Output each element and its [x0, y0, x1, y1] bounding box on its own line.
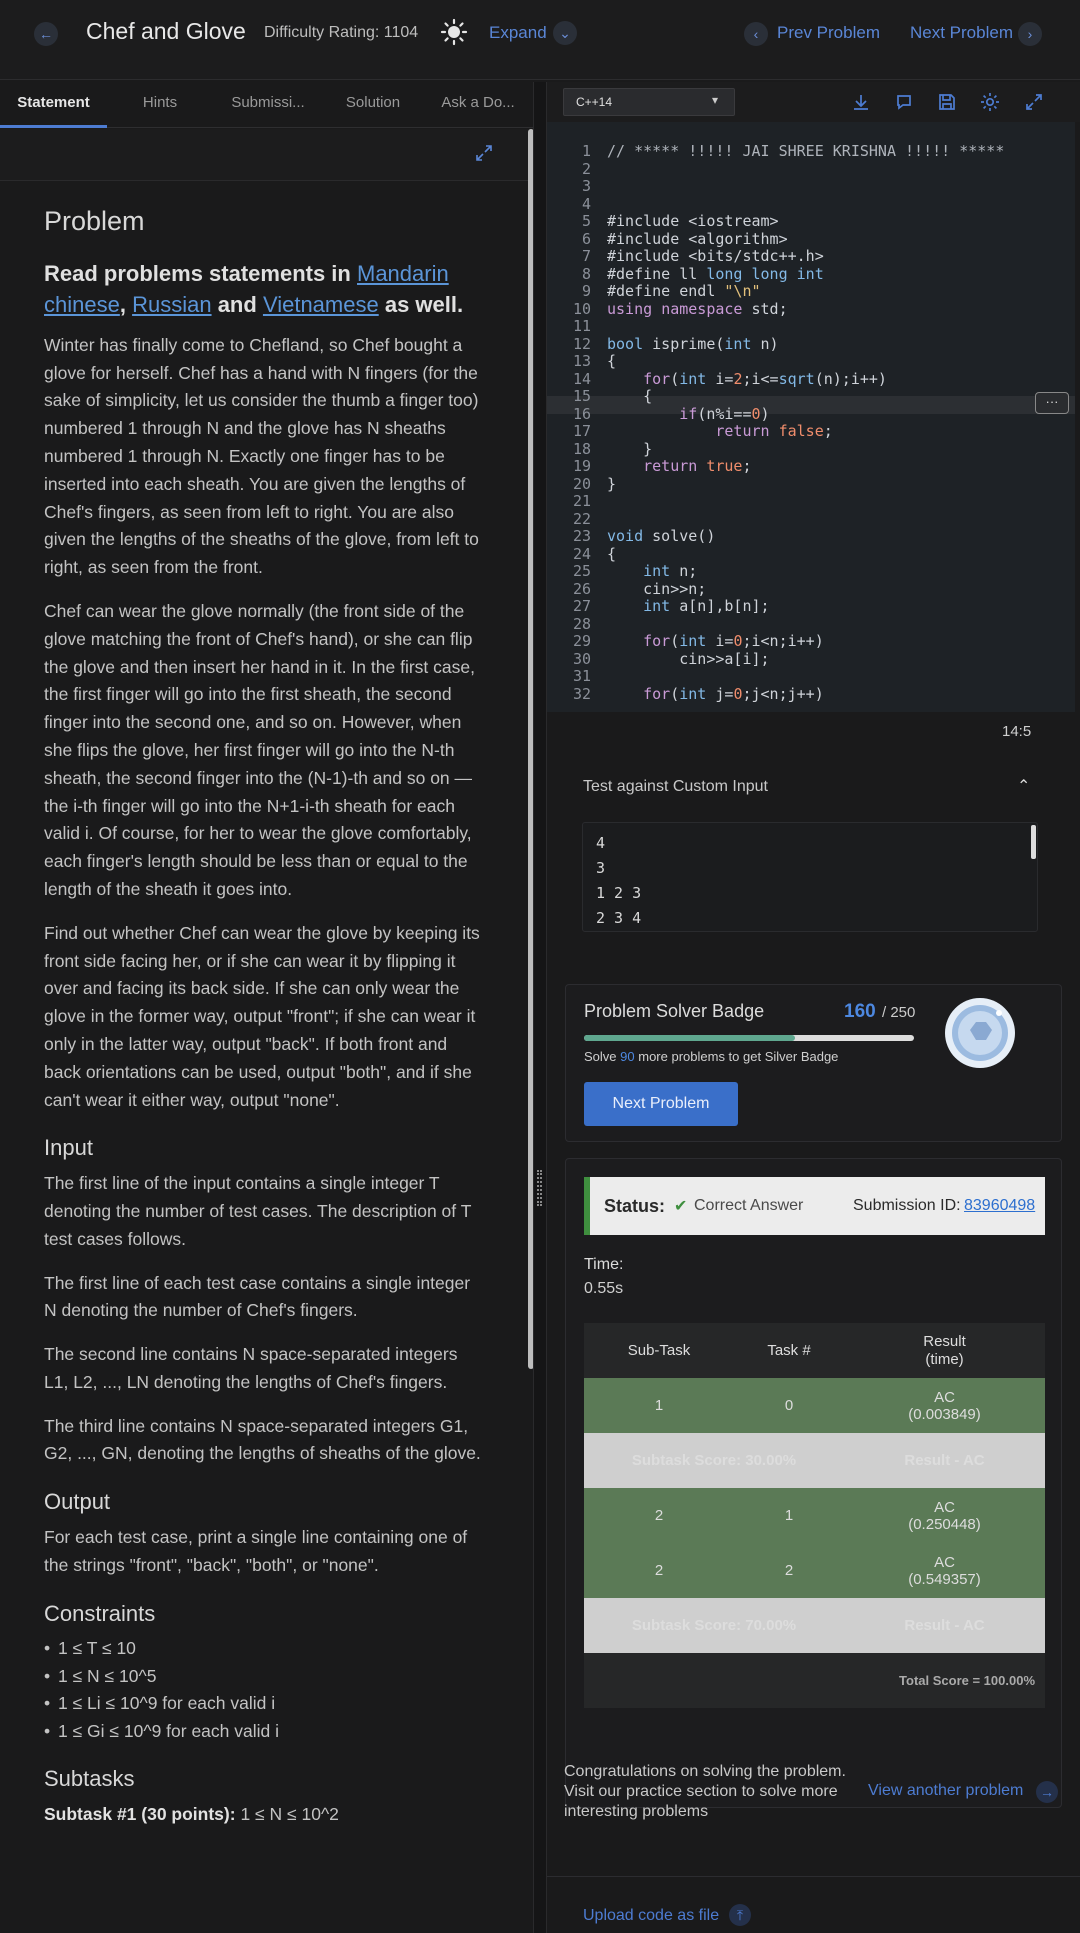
save-icon[interactable]	[937, 92, 957, 112]
time-label: Time:	[584, 1256, 624, 1273]
line-code: if(n%i==0)	[679, 404, 770, 423]
line-code: {	[607, 387, 653, 405]
view-another-link[interactable]: View another problem	[868, 1782, 1024, 1799]
top-bar	[0, 0, 1080, 80]
badge-card	[565, 984, 1062, 1142]
badge-title: Problem Solver Badge	[584, 1001, 765, 1021]
chat-icon[interactable]	[894, 92, 914, 112]
custom-input-line: 1 2 3	[596, 884, 642, 902]
statement-paragraph-1: Winter has finally come to Chefland, so Chef bought a glove for herself. Chef has a hand with N fingers (for the sake of simplicity, let us consider the thumb a finger too) numbered 1 through N and the glove has N sheaths numbered 1 through N. Exactly one finger has to be inserted into each sheath. You are given the lengths of Chef's fingers, as seen from left to right. You are also given the lengths of the sheaths of the glove, from left to right, as seen from the front.	[44, 334, 479, 578]
total-score: Total Score = 100.00%	[584, 1653, 1045, 1708]
footer-divider	[547, 1876, 1080, 1877]
row-result	[844, 1543, 1045, 1598]
editor-pane	[547, 82, 1080, 1933]
line-number: 15	[572, 387, 591, 405]
vietnamese-link[interactable]: Vietnamese	[262, 291, 379, 317]
row-result	[844, 1488, 1045, 1543]
output-heading: Output	[44, 1489, 111, 1515]
input-paragraph-3: The second line contains N space-separated integers L1, L2, ..., LN denoting the lengths of Chef's fingers.	[44, 1344, 458, 1392]
badge-msg-pre: Solve	[584, 1049, 617, 1064]
custom-input-line: 2 3 4	[596, 909, 642, 927]
next-problem-link[interactable]: Next Problem	[910, 23, 1013, 42]
line-number: 8	[581, 264, 591, 283]
constraints-heading: Constraints	[44, 1600, 156, 1626]
statement-paragraph-2: Chef can wear the glove normally (the front side of the glove matching the front of Chef's hand), or she can flip the glove and then insert her hand in it. In the first case, the first finger will go into the first sheath, the second finger into the second one, and so on. However, when she flips the glove, her first finger will go into the N-th sheath, the second finger into the (N-1)-th and so on — the i-th finger will go into the N+1-i-th sheath for each valid i. Of course, for her to wear the glove comfortably, each finger's length should be less than or equal to the length of the sheath it goes into.	[44, 600, 475, 899]
line-code: #define ll long long int	[607, 264, 824, 283]
subtask-score: Subtask Score: 70.00%	[584, 1598, 844, 1653]
input-paragraph-4: The third line contains N space-separated integers G1, G2, ..., GN, denoting the lengths of sheaths of the glove.	[44, 1415, 481, 1464]
subtask-score: Subtask Score: 30.00%	[584, 1433, 844, 1488]
pane-resizer[interactable]	[533, 82, 547, 1933]
line-number: 29	[572, 632, 591, 650]
custom-input-text	[596, 831, 641, 931]
line-number: 14	[572, 369, 591, 388]
col-subtask: Sub-Task	[584, 1323, 734, 1378]
tab-submissions[interactable]: Submissi...	[231, 94, 305, 111]
line-number: 26	[572, 579, 591, 598]
cursor-position: 14:5	[1002, 723, 1032, 740]
subtask-score-row	[584, 1598, 1045, 1653]
problem-title: Chef and Glove	[86, 18, 246, 44]
badge-current: 160	[844, 1001, 876, 1022]
line-number: 32	[572, 684, 591, 703]
line-number: 12	[572, 334, 591, 353]
output-paragraph: For each test case, print a single line containing one of the strings "front", "back", "both", or "none".	[44, 1527, 468, 1575]
row-result-value: AC	[934, 1553, 955, 1571]
badge-message	[584, 1049, 838, 1064]
fullscreen-icon[interactable]	[474, 143, 494, 163]
row-task: 0	[734, 1378, 844, 1433]
col-result-label: Result (time)	[923, 1332, 966, 1368]
caret-down-icon: ▾	[712, 93, 719, 107]
table-row	[584, 1543, 1045, 1598]
line-number: 9	[581, 282, 591, 300]
col-task: Task #	[734, 1323, 844, 1378]
line-number: 10	[572, 299, 591, 318]
line-code: for(int j=0;j<n;j++)	[643, 684, 824, 703]
row-result-value: AC	[934, 1498, 955, 1516]
line-number: 23	[572, 527, 591, 545]
line-number: 17	[572, 422, 591, 440]
status-label: Status:	[604, 1196, 666, 1216]
line-code: return false;	[715, 422, 833, 440]
prev-problem-link[interactable]: Prev Problem	[777, 23, 880, 42]
line-code: int a[n],b[n];	[643, 597, 770, 615]
badge-msg-num: 90	[620, 1049, 635, 1064]
custom-input-line: 3	[596, 859, 606, 877]
subtask-1-label: Subtask #1 (30 points):	[44, 1804, 236, 1825]
line-number: 5	[581, 212, 591, 230]
code-editor[interactable]	[547, 122, 1075, 712]
line-number: 13	[572, 352, 591, 370]
custom-input-line: 4	[596, 834, 606, 852]
line-number: 1	[581, 142, 591, 160]
sun-icon[interactable]	[440, 18, 468, 46]
line-code: cin>>a[i];	[607, 649, 770, 668]
more-options-icon[interactable]: ···	[1035, 392, 1069, 414]
statement-paragraph-3: Find out whether Chef can wear the glove by keeping its front side facing her, or if she can wear it by flipping it over and facing its back side. If she can only wear the glove in the former way, output "front"; if she can wear it only in the latter way, output "back". If both front and back orientations can be used, output "both", and if she can't wear it either way, output "none".	[44, 922, 480, 1110]
lead-text: Read problems statements in	[44, 260, 351, 286]
subtask-score-row	[584, 1433, 1045, 1488]
line-number: 7	[581, 247, 591, 265]
line-number: 16	[572, 404, 591, 423]
input-scrollbar[interactable]	[1031, 825, 1036, 859]
line-code: #define endl "\n"	[607, 282, 761, 300]
submission-label: Submission ID:	[853, 1197, 961, 1214]
status-bar	[584, 1177, 1045, 1235]
time-value: 0.55s	[584, 1280, 624, 1297]
badge-total: / 250	[882, 1004, 916, 1021]
line-code: #include <iostream>	[607, 212, 779, 230]
upload-icon[interactable]: ⤒	[729, 1904, 751, 1926]
status-value: Correct Answer	[694, 1197, 804, 1214]
row-result-time: (0.250448)	[908, 1515, 981, 1533]
download-icon[interactable]	[851, 92, 871, 112]
problem-statement	[44, 204, 484, 1845]
row-result-time: (0.549357)	[908, 1570, 981, 1588]
language-value: C++14	[576, 95, 613, 109]
next-problem-button[interactable]: Next Problem	[584, 1082, 738, 1126]
table-row	[584, 1378, 1045, 1433]
tab-hints[interactable]: Hints	[142, 94, 178, 111]
table-row	[584, 1488, 1045, 1543]
line-number: 24	[572, 544, 591, 563]
language-select[interactable]	[563, 88, 735, 116]
line-number: 2	[581, 159, 591, 178]
line-number: 21	[572, 492, 591, 510]
silver-badge-icon	[944, 997, 1016, 1069]
line-number: 6	[581, 229, 591, 248]
row-result-value: AC	[934, 1388, 955, 1406]
input-paragraph-1: The first line of the input contains a single integer T denoting the number of test cases. The description of T test cases follows.	[44, 1173, 472, 1249]
constraint-item: • 1 ≤ T ≤ 10	[44, 1635, 484, 1663]
custom-input-box[interactable]	[582, 822, 1038, 932]
line-code: return true;	[643, 457, 752, 475]
line-number: 18	[572, 439, 591, 458]
line-number: 11	[572, 317, 591, 335]
resize-handle-icon[interactable]	[537, 1170, 542, 1206]
lead-post-text: as well.	[384, 291, 464, 317]
upload-code-link[interactable]: Upload code as file	[583, 1907, 720, 1924]
subtask-result: Result - AC	[844, 1598, 1045, 1653]
difficulty-rating: Difficulty Rating: 1104	[264, 24, 419, 41]
row-subtask: 2	[584, 1543, 734, 1598]
custom-input-title: Test against Custom Input	[583, 778, 768, 795]
expand-link[interactable]: Expand	[489, 23, 547, 42]
col-result	[844, 1323, 1045, 1378]
expand-editor-icon[interactable]	[1024, 92, 1044, 112]
row-subtask: 1	[584, 1378, 734, 1433]
line-number: 20	[572, 474, 591, 493]
badge-progress-fill	[584, 1035, 795, 1041]
line-number: 31	[572, 667, 591, 685]
line-code: int n;	[643, 562, 698, 580]
line-code: {	[607, 544, 617, 563]
row-task: 1	[734, 1488, 844, 1543]
line-code: cin>>n;	[607, 579, 707, 598]
line-code: using namespace std;	[607, 299, 788, 318]
result-card	[565, 1158, 1062, 1808]
statement-tabs	[0, 82, 535, 128]
line-code: #include <algorithm>	[607, 229, 788, 248]
congrats-line-1: Congratulations on solving the problem.	[564, 1763, 846, 1780]
row-result	[844, 1378, 1045, 1433]
constraint-item: • 1 ≤ Gi ≤ 10^9 for each valid i	[44, 1718, 484, 1746]
line-code: // ***** !!!!! JAI SHREE KRISHNA !!!!! *****	[607, 142, 1005, 160]
subtask-result: Result - AC	[844, 1433, 1045, 1488]
translation-note: Read problems statements in Mandarin chinese, Russian and Vietnamese as well.	[44, 260, 464, 317]
badge-progress-track	[584, 1035, 914, 1041]
line-number: 4	[581, 194, 591, 213]
row-task: 2	[734, 1543, 844, 1598]
arrow-right-icon[interactable]: →	[1036, 1781, 1058, 1803]
row-result-time: (0.003849)	[908, 1405, 981, 1423]
line-number: 28	[572, 614, 591, 633]
check-icon: ✔	[674, 1198, 688, 1215]
line-number: 22	[572, 509, 591, 528]
chevron-left-icon[interactable]: ‹	[744, 22, 768, 46]
constraint-item: • 1 ≤ Li ≤ 10^9 for each valid i	[44, 1690, 484, 1718]
line-code: for(int i=0;i<n;i++)	[643, 632, 824, 650]
tab-ask-doubt[interactable]: Ask a Do...	[441, 94, 515, 111]
subtask-1	[44, 1801, 484, 1829]
line-code: #include <bits/stdc++.h>	[607, 247, 824, 265]
submission-id-link[interactable]: 83960498	[964, 1197, 1036, 1214]
line-code: }	[607, 439, 653, 458]
row-subtask: 2	[584, 1488, 734, 1543]
statement-toolbar	[0, 129, 535, 181]
constraints-list	[44, 1635, 484, 1745]
tab-statement[interactable]: Statement	[0, 82, 107, 128]
line-number: 3	[581, 177, 591, 195]
tab-solution[interactable]: Solution	[345, 94, 401, 111]
and-text: and	[217, 291, 257, 317]
line-number: 27	[572, 597, 591, 615]
badge-msg-post: more problems to get Silver Badge	[638, 1049, 839, 1064]
subtasks-heading: Subtasks	[44, 1766, 135, 1792]
congrats-line-2: Visit our practice section to solve more interesting problems	[564, 1783, 838, 1820]
line-code: for(int i=2;i<=sqrt(n);i++)	[643, 369, 887, 388]
subtask-1-text: 1 ≤ N ≤ 10^2	[240, 1804, 339, 1825]
line-code: {	[607, 352, 617, 370]
mandarin-link[interactable]: Mandarin chinese	[44, 260, 449, 317]
chevron-down-icon[interactable]: ⌄	[553, 21, 577, 45]
line-number: 25	[572, 562, 591, 580]
line-code: }	[607, 474, 617, 493]
line-number: 19	[572, 457, 591, 475]
line-number: 30	[572, 649, 591, 668]
congrats-text	[564, 1762, 864, 1822]
line-code: void solve()	[607, 527, 716, 545]
back-arrow-icon[interactable]: ←	[34, 22, 58, 46]
input-heading: Input	[44, 1135, 93, 1161]
statement-pane	[0, 129, 535, 1933]
line-code: bool isprime(int n)	[607, 334, 779, 353]
chevron-right-icon[interactable]: ›	[1018, 22, 1042, 46]
gear-icon[interactable]	[979, 91, 1001, 113]
russian-link[interactable]: Russian	[132, 291, 212, 317]
constraint-item: • 1 ≤ N ≤ 10^5	[44, 1663, 484, 1691]
collapse-chevron-icon[interactable]: ⌃	[1017, 778, 1031, 795]
problem-heading: Problem	[44, 206, 145, 236]
results-table	[584, 1323, 1045, 1708]
input-paragraph-2: The first line of each test case contains a single integer N denoting the number of Chef's fingers.	[44, 1272, 471, 1321]
